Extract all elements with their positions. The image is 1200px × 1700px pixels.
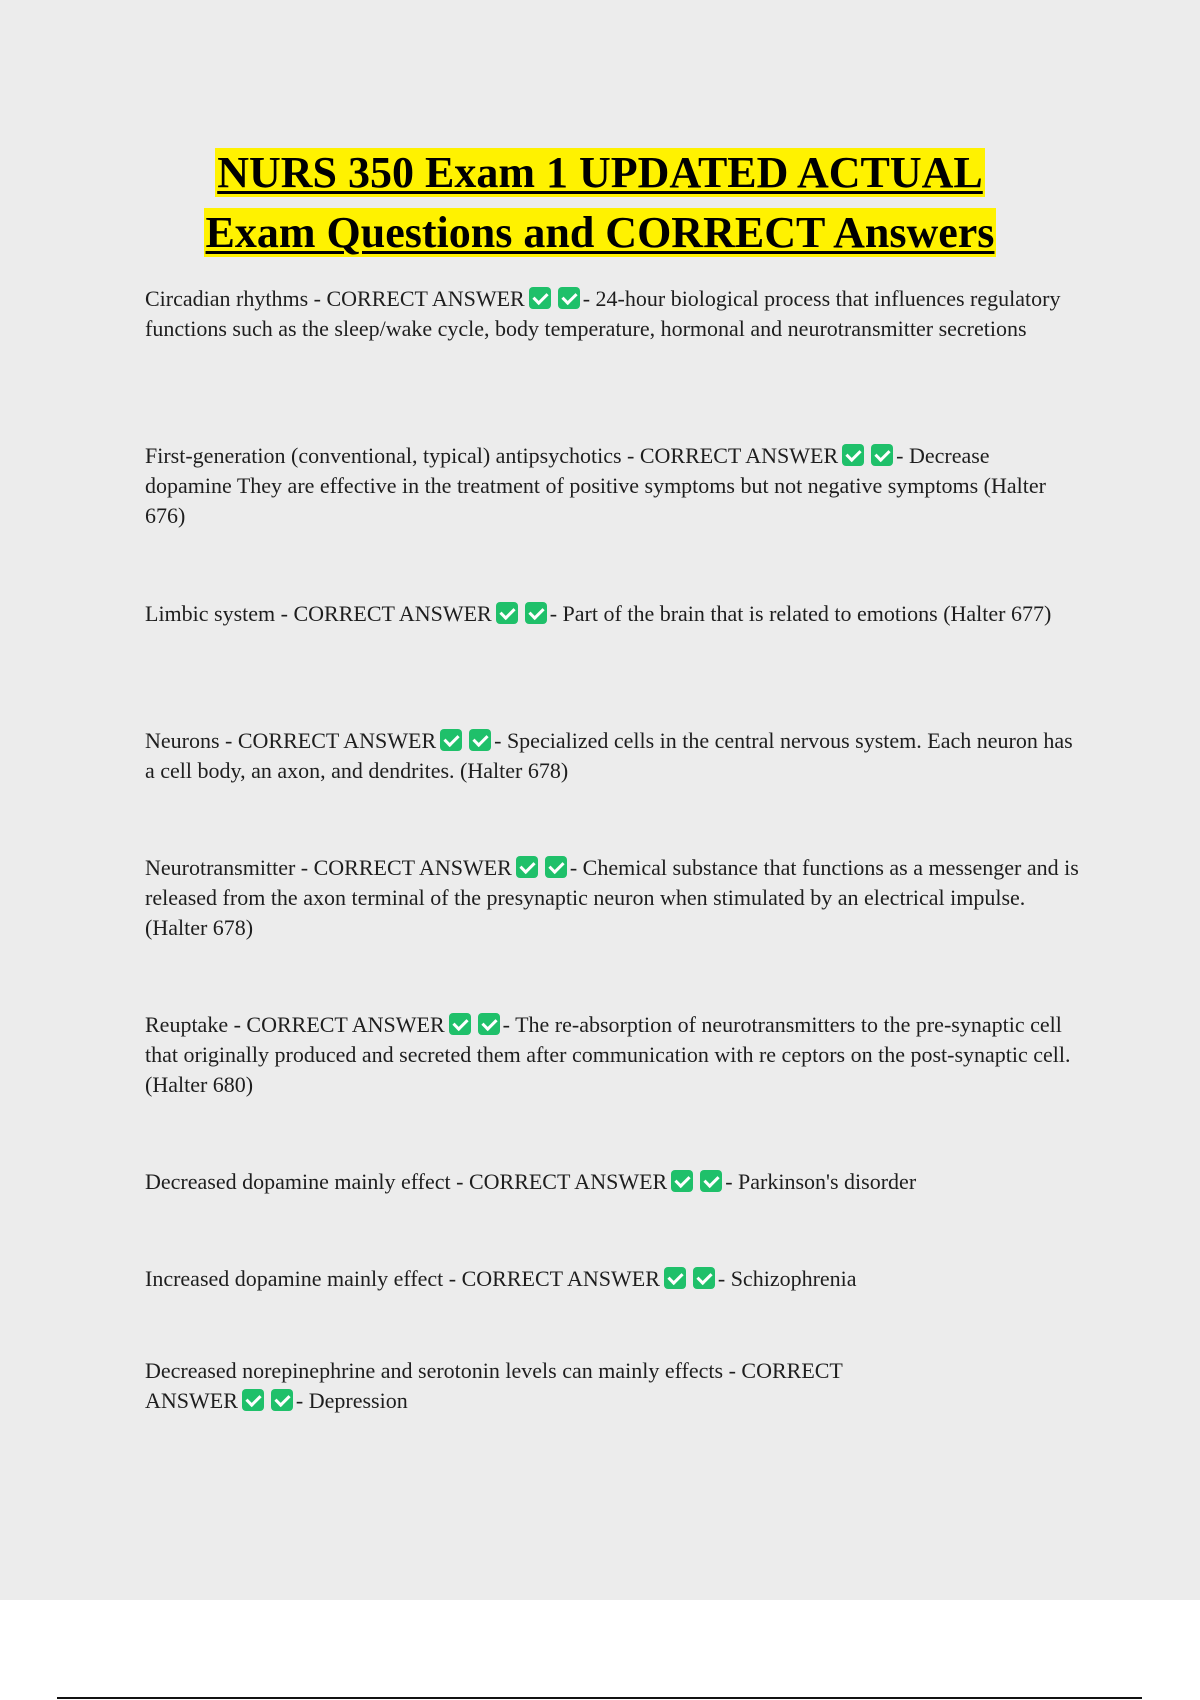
entry-answer: - Chemical substance that functions as a messenger and is released from the axon terminal of the presynaptic neuron when stimulated by an electrical impulse. (Halter 678) xyxy=(145,855,1079,940)
check-mark-icon xyxy=(271,1389,293,1411)
check-mark-icon xyxy=(469,729,491,751)
check-mark-icon xyxy=(671,1170,693,1192)
correct-answer-label: CORRECT ANSWER xyxy=(326,286,525,311)
check-mark-icon xyxy=(516,856,538,878)
title-line-2: Exam Questions and CORRECT Answers xyxy=(205,208,995,257)
footer-divider xyxy=(57,1697,1142,1699)
correct-answer-label: CORRECT ANSWER xyxy=(145,1358,843,1413)
entry-term: Decreased dopamine mainly effect - xyxy=(145,1169,469,1194)
entry-term: Increased dopamine mainly effect - xyxy=(145,1266,462,1291)
entry-answer: - Specialized cells in the central nervous system. Each neuron has a cell body, an axon, and dendrites. (Halter 678) xyxy=(145,728,1073,783)
entry-answer: - Schizophrenia xyxy=(717,1266,857,1291)
check-mark-icon xyxy=(558,287,580,309)
correct-answer-label: CORRECT ANSWER xyxy=(246,1012,445,1037)
entry-answer: - The re-absorption of neurotransmitters to the pre-synaptic cell that originally produced and secreted them after communication with re ceptors on the post-synaptic cell. (Halter 680) xyxy=(145,1012,1071,1097)
entry-term: Neurons - xyxy=(145,728,238,753)
check-mark-icon xyxy=(242,1389,264,1411)
entry-term: Neurotransmitter - xyxy=(145,855,314,880)
check-mark-icon xyxy=(478,1013,500,1035)
title-line-1: NURS 350 Exam 1 UPDATED ACTUAL xyxy=(217,148,983,197)
correct-answer-label: CORRECT ANSWER xyxy=(468,1169,668,1194)
check-mark-icon xyxy=(449,1013,471,1035)
correct-answer-label: CORRECT ANSWER xyxy=(293,601,492,626)
qa-entry-neurotransmitter xyxy=(145,853,1080,943)
check-mark-icon xyxy=(525,602,547,624)
check-mark-icon xyxy=(440,729,462,751)
check-mark-icon xyxy=(529,287,551,309)
qa-entry-increased-dopamine xyxy=(145,1264,1080,1294)
qa-entry-decreased-dopamine xyxy=(145,1167,1080,1197)
entry-answer: - Part of the brain that is related to emotions (Halter 677) xyxy=(549,601,1052,626)
correct-answer-label: CORRECT ANSWER xyxy=(639,443,839,468)
check-mark-icon xyxy=(700,1170,722,1192)
check-mark-icon xyxy=(842,444,864,466)
check-mark-icon xyxy=(693,1267,715,1289)
qa-entry-neurons xyxy=(145,726,1080,786)
entry-term: Decreased norepinephrine and serotonin levels can mainly effects - xyxy=(145,1358,742,1383)
entry-term: Circadian rhythms - xyxy=(145,286,327,311)
check-mark-icon xyxy=(664,1267,686,1289)
qa-entry-circadian-rhythms xyxy=(145,284,1080,344)
check-mark-icon xyxy=(496,602,518,624)
qa-entry-decreased-norepinephrine-serotonin xyxy=(145,1356,925,1416)
entry-answer: - Parkinson's disorder xyxy=(725,1169,917,1194)
entry-term: Limbic system - xyxy=(145,601,294,626)
correct-answer-label: CORRECT ANSWER xyxy=(237,728,437,753)
qa-entry-reuptake xyxy=(145,1010,1080,1100)
entry-term: Reuptake - xyxy=(145,1012,247,1037)
entry-answer: - Depression xyxy=(295,1388,408,1413)
qa-entry-limbic-system xyxy=(145,599,1080,629)
entry-answer: - 24-hour biological process that influences regulatory functions such as the sleep/wake cycle, body temperature, hormonal and neurotransmitter secretions xyxy=(145,286,1061,341)
check-mark-icon xyxy=(871,444,893,466)
check-mark-icon xyxy=(545,856,567,878)
correct-answer-label: CORRECT ANSWER xyxy=(313,855,512,880)
qa-entry-first-generation-antipsychotics xyxy=(145,441,1080,531)
entry-term: First-generation (conventional, typical) antipsychotics - xyxy=(145,443,640,468)
document-title xyxy=(0,143,1200,263)
correct-answer-label: CORRECT ANSWER xyxy=(461,1266,660,1291)
entry-answer: - Decrease dopamine They are effective in the treatment of positive symptoms but not negative symptoms (Halter 676) xyxy=(145,443,1046,528)
